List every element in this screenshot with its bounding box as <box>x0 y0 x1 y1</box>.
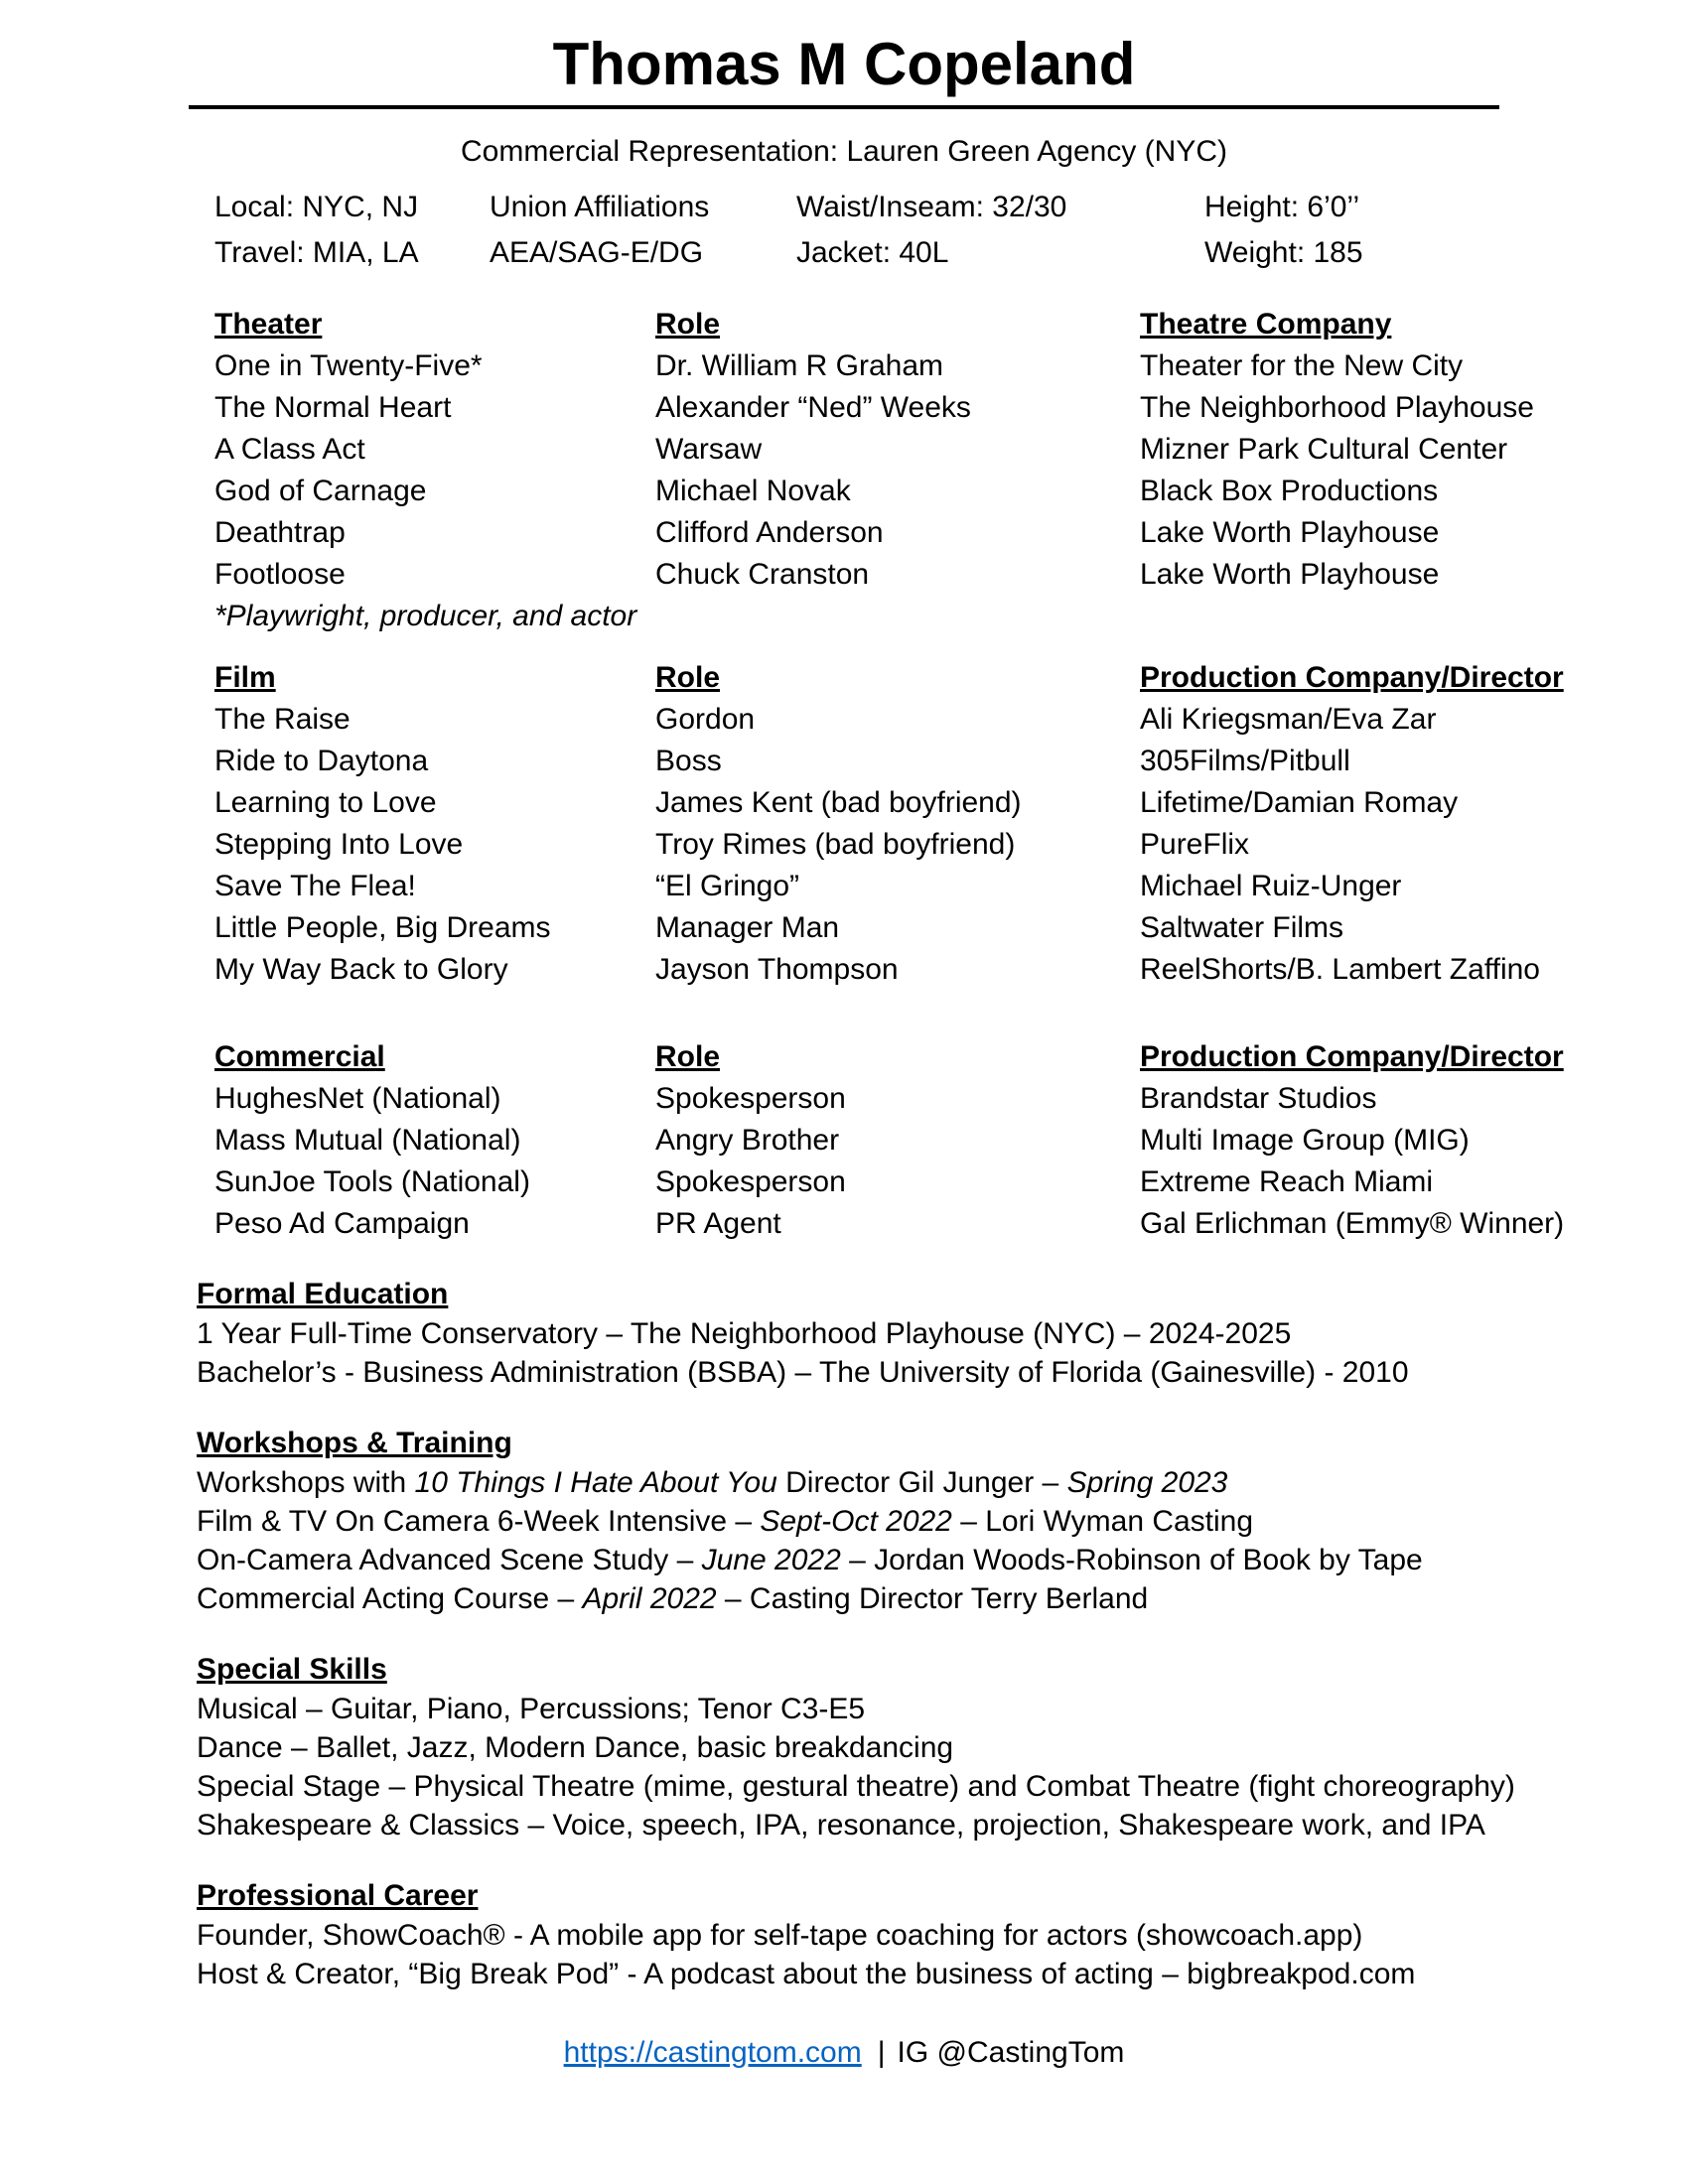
credit-production: The Normal Heart <box>214 391 452 424</box>
instagram-handle: IG @CastingTom <box>897 2036 1125 2069</box>
credits-table <box>214 1036 1688 1245</box>
vital-union-affiliations-label: Union Affiliations <box>490 191 710 223</box>
credit-production: Save The Flea! <box>214 870 416 902</box>
credits-company-heading: Production Company/Director <box>1140 1040 1564 1073</box>
credits-company-heading: Theatre Company <box>1140 308 1392 341</box>
section-line: Film & TV On Camera 6-Week Intensive – Sept-Oct 2022 – Lori Wyman Casting <box>197 1505 1254 1538</box>
vital-height: Height: 6’0’’ <box>1204 191 1360 223</box>
credit-role: Dr. William R Graham <box>655 349 944 382</box>
credit-role: Spokesperson <box>655 1165 846 1198</box>
section-formal-education <box>197 1275 1688 1392</box>
section-line: Bachelor’s - Business Administration (BSBA) – The University of Florida (Gainesville) - 2010 <box>197 1356 1409 1389</box>
vital-local: Local: NYC, NJ <box>214 191 419 223</box>
vital-waist-inseam: Waist/Inseam: 32/30 <box>796 191 1067 223</box>
section-heading: Formal Education <box>197 1278 449 1310</box>
credit-role: Angry Brother <box>655 1124 840 1157</box>
section-heading: Special Skills <box>197 1653 387 1686</box>
section-line: Commercial Acting Course – April 2022 – Casting Director Terry Berland <box>197 1582 1149 1615</box>
vitals-grid <box>214 185 1688 276</box>
credit-role: Gordon <box>655 703 756 736</box>
title-divider <box>189 105 1499 109</box>
section-lines <box>197 1916 1688 1993</box>
credits-section-theater <box>214 304 1688 637</box>
section-line: Shakespeare & Classics – Voice, speech, IPA, resonance, projection, Shakespeare work, and IPA <box>197 1809 1485 1842</box>
credit-company: Black Box Productions <box>1140 475 1439 507</box>
credit-production: HughesNet (National) <box>214 1082 501 1115</box>
credit-role: “El Gringo” <box>655 870 800 902</box>
credit-role: James Kent (bad boyfriend) <box>655 786 1022 819</box>
footer-separator: | <box>877 2036 886 2069</box>
credit-production: SunJoe Tools (National) <box>214 1165 530 1198</box>
credit-company: Lake Worth Playhouse <box>1140 516 1440 549</box>
credit-production: A Class Act <box>214 433 365 466</box>
credit-role: Michael Novak <box>655 475 851 507</box>
section-professional-career <box>197 1876 1688 1993</box>
credit-role: Jayson Thompson <box>655 953 899 986</box>
credit-production: Deathtrap <box>214 516 346 549</box>
section-lines <box>197 1463 1688 1618</box>
credit-company: PureFlix <box>1140 828 1250 861</box>
credit-production: My Way Back to Glory <box>214 953 508 986</box>
credits-role-heading: Role <box>655 1040 721 1073</box>
credit-company: Multi Image Group (MIG) <box>1140 1124 1470 1157</box>
credits-role-heading: Role <box>655 308 721 341</box>
vital-jacket: Jacket: 40L <box>796 236 949 269</box>
credit-production: God of Carnage <box>214 475 427 507</box>
section-line: Dance – Ballet, Jazz, Modern Dance, basic breakdancing <box>197 1731 954 1764</box>
section-line: Musical – Guitar, Piano, Percussions; Tenor C3-E5 <box>197 1693 866 1725</box>
section-line: 1 Year Full-Time Conservatory – The Neighborhood Playhouse (NYC) – 2024-2025 <box>197 1317 1292 1350</box>
section-line: On-Camera Advanced Scene Study – June 2022 – Jordan Woods-Robinson of Book by Tape <box>197 1544 1423 1576</box>
section-line: Special Stage – Physical Theatre (mime, gestural theatre) and Combat Theatre (fight choreography) <box>197 1770 1515 1803</box>
section-workshops-training <box>197 1424 1688 1618</box>
section-lines <box>197 1314 1688 1392</box>
credit-production: Stepping Into Love <box>214 828 464 861</box>
credit-company: Brandstar Studios <box>1140 1082 1377 1115</box>
credit-company: Gal Erlichman (Emmy® Winner) <box>1140 1207 1565 1240</box>
credit-production: The Raise <box>214 703 351 736</box>
credit-company: Extreme Reach Miami <box>1140 1165 1434 1198</box>
section-special-skills <box>197 1650 1688 1844</box>
section-line: Host & Creator, “Big Break Pod” - A podcast about the business of acting – bigbreakpod.com <box>197 1958 1416 1990</box>
credits-section-film <box>214 657 1688 991</box>
credit-role: Alexander “Ned” Weeks <box>655 391 971 424</box>
credit-production: Ride to Daytona <box>214 745 429 777</box>
credit-production: One in Twenty-Five* <box>214 349 483 382</box>
vital-unions: AEA/SAG-E/DG <box>490 236 704 269</box>
credit-role: Boss <box>655 745 722 777</box>
credits-company-heading: Production Company/Director <box>1140 661 1564 694</box>
credits-footnote: *Playwright, producer, and actor <box>214 600 637 632</box>
credits-heading: Theater <box>214 308 323 341</box>
credit-role: Chuck Cranston <box>655 558 870 591</box>
credits-table <box>214 657 1688 991</box>
section-line: Workshops with 10 Things I Hate About You Director Gil Junger – Spring 2023 <box>197 1466 1228 1499</box>
credit-production: Footloose <box>214 558 346 591</box>
credits-root <box>0 304 1688 1245</box>
credits-heading: Film <box>214 661 276 694</box>
credit-production: Peso Ad Campaign <box>214 1207 470 1240</box>
credit-company: Saltwater Films <box>1140 911 1344 944</box>
credit-production: Learning to Love <box>214 786 437 819</box>
credit-company: The Neighborhood Playhouse <box>1140 391 1534 424</box>
section-line: Founder, ShowCoach® - A mobile app for self-tape coaching for actors (showcoach.app) <box>197 1919 1363 1952</box>
credit-role: Manager Man <box>655 911 840 944</box>
credit-role: Warsaw <box>655 433 763 466</box>
credit-company: Lake Worth Playhouse <box>1140 558 1440 591</box>
credit-role: PR Agent <box>655 1207 781 1240</box>
section-heading: Professional Career <box>197 1879 479 1912</box>
credit-company: 305Films/Pitbull <box>1140 745 1350 777</box>
credit-company: Michael Ruiz-Unger <box>1140 870 1402 902</box>
sections-root <box>0 1275 1688 1993</box>
credits-heading: Commercial <box>214 1040 385 1073</box>
page-title: Thomas M Copeland <box>552 31 1136 97</box>
credit-company: ReelShorts/B. Lambert Zaffino <box>1140 953 1540 986</box>
section-heading: Workshops & Training <box>197 1427 512 1459</box>
credit-role: Troy Rimes (bad boyfriend) <box>655 828 1016 861</box>
credit-company: Ali Kriegsman/Eva Zar <box>1140 703 1437 736</box>
section-lines <box>197 1690 1688 1844</box>
credits-role-heading: Role <box>655 661 721 694</box>
footer <box>0 2033 1688 2073</box>
website-link[interactable]: https://castingtom.com <box>563 2036 862 2069</box>
credits-table <box>214 304 1688 596</box>
credit-company: Mizner Park Cultural Center <box>1140 433 1508 466</box>
representation-line: Commercial Representation: Lauren Green Agency (NYC) <box>460 135 1228 168</box>
credit-role: Spokesperson <box>655 1082 846 1115</box>
credit-production: Little People, Big Dreams <box>214 911 551 944</box>
vital-travel: Travel: MIA, LA <box>214 236 419 269</box>
credits-section-commercial <box>214 1036 1688 1245</box>
vital-weight: Weight: 185 <box>1204 236 1363 269</box>
credit-company: Theater for the New City <box>1140 349 1464 382</box>
credit-role: Clifford Anderson <box>655 516 884 549</box>
credit-company: Lifetime/Damian Romay <box>1140 786 1459 819</box>
credit-production: Mass Mutual (National) <box>214 1124 521 1157</box>
